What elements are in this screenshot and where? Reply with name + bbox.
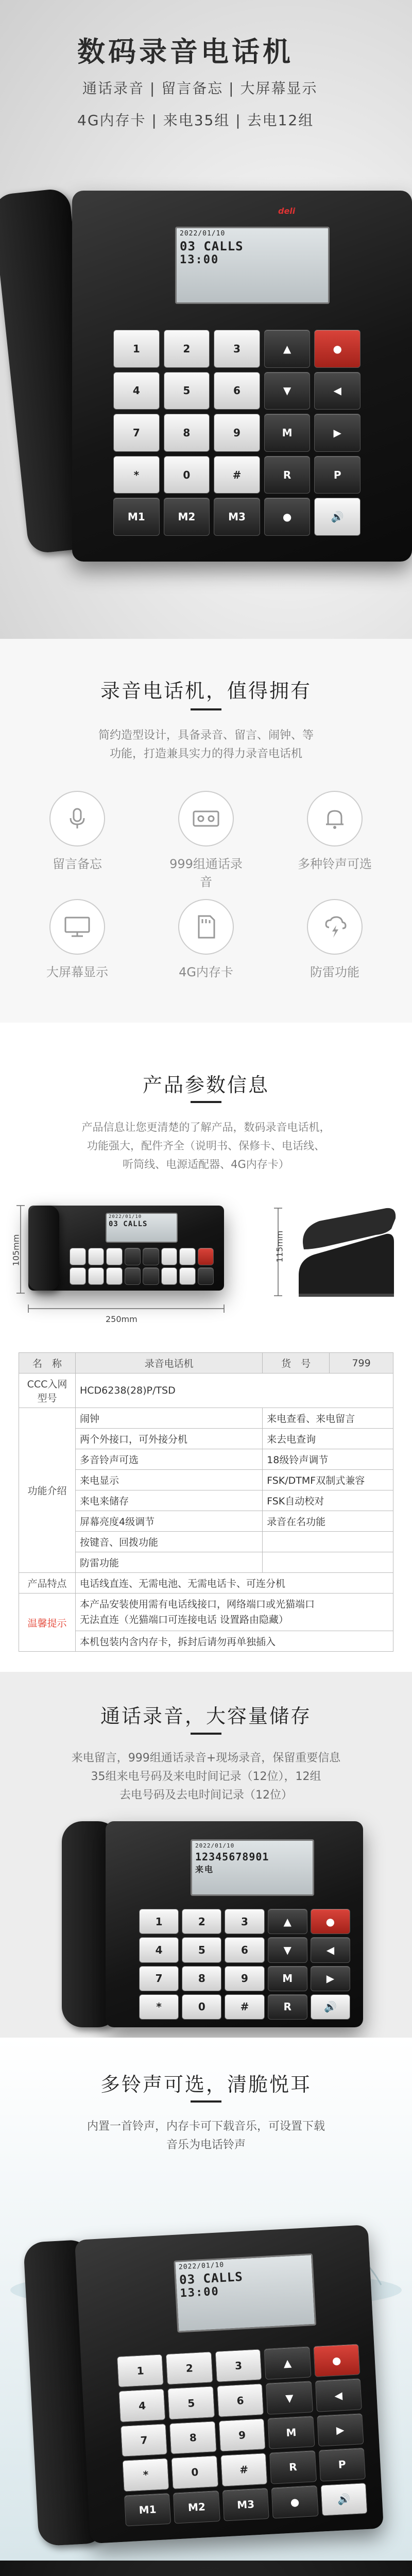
record-desc-line: 来电留言，999组通话录音+现场录音，保留重要信息: [71, 1752, 341, 1765]
table-cell: 防雷功能: [76, 1552, 263, 1573]
key: 9: [218, 2418, 265, 2452]
table-cell: FSK自动校对: [263, 1490, 393, 1511]
ringtone-desc: [0, 2117, 412, 2155]
key: ▼: [266, 2381, 313, 2415]
key: ●: [264, 498, 311, 536]
key: 4: [139, 1937, 179, 1962]
key: ◀: [315, 2379, 362, 2412]
record-desc: [0, 1749, 412, 1805]
lcd-date: 2022/01/10: [178, 2261, 225, 2272]
features-title: 录音电话机，值得拥有: [100, 680, 312, 702]
record-desc-line: 去电号码及去电时间记录（12位）: [119, 1789, 293, 1802]
feature-label: 4G内存卡: [179, 965, 233, 979]
key: R: [269, 2450, 316, 2484]
key: ▼: [264, 372, 311, 410]
record-divider: [191, 1733, 221, 1735]
table-cell: 本机包装内含内存卡，拆封后请勿再单独插入: [76, 1631, 393, 1652]
table-cell: FSK/DTMF双制式兼容: [263, 1470, 393, 1490]
key: 9: [214, 414, 260, 452]
record-section: [0, 1672, 412, 2038]
speaker-key: 🔊: [314, 498, 360, 536]
key: 4: [113, 372, 160, 410]
table-row: [19, 1490, 393, 1511]
hero-features-line2: 4G内存卡 | 来电35组 | 去电12组: [77, 112, 314, 129]
key: P: [318, 2448, 365, 2481]
phone-keypad: [117, 2344, 368, 2526]
table-cell: [76, 1594, 393, 1631]
table-cell: HCD6238(28)P/TSD: [76, 1374, 393, 1408]
key: 7: [121, 2424, 167, 2457]
table-row: [19, 1353, 393, 1374]
key: 6: [214, 372, 260, 410]
table-cell: 按键音、回拨功能: [76, 1532, 263, 1552]
table-row: [19, 1470, 393, 1490]
table-row: [19, 1594, 393, 1631]
table-cell: CCC入网型号: [19, 1374, 76, 1408]
ringtone-desc-line: 音乐为电话铃声: [166, 2139, 246, 2151]
key: #: [225, 1994, 264, 2020]
features-desc-line: 功能，打造兼具实力的得力录音电话机: [109, 748, 302, 760]
key: R: [264, 456, 311, 494]
params-desc-line: 功能强大，配件齐全（说明书、保修卡、电话线、: [87, 1140, 325, 1152]
table-cell: 来电查看、来电留言: [263, 1408, 393, 1429]
ringtone-desc-line: 内置一首铃声，内存卡可下载音乐，可设置下载: [87, 2120, 325, 2133]
key: 7: [139, 1966, 179, 1991]
key: M3: [214, 498, 260, 536]
speaker-key: 🔊: [320, 2483, 367, 2516]
key: ▲: [264, 330, 311, 368]
lcd-status: 来电: [195, 1865, 214, 1874]
feature-label: 防雷功能: [310, 965, 359, 979]
lcd-calls: 03 CALLS: [180, 239, 244, 253]
lcd-number: 12345678901: [195, 1851, 269, 1863]
key: 9: [225, 1966, 264, 1991]
table-cell: 产品特点: [19, 1573, 76, 1594]
key: M2: [173, 2490, 220, 2524]
feature-item: [294, 899, 376, 980]
lcd-date: 2022/01/10: [195, 1842, 235, 1849]
speaker-key: 🔊: [311, 1994, 350, 2020]
record-title: 通话录音，大容量储存: [100, 1705, 312, 1727]
params-desc-line: 产品信息让您更清楚的了解产品，数码录音电话机，: [81, 1121, 331, 1133]
key: ●: [313, 2344, 360, 2377]
key: M: [264, 414, 311, 452]
phone-keypad: [139, 1909, 350, 2020]
feature-label: 大屏幕显示: [46, 965, 108, 979]
ringtone-phone-image: [23, 2214, 389, 2557]
table-cell: 来电显示: [76, 1470, 263, 1490]
key: 1: [117, 2354, 164, 2387]
key: M3: [222, 2488, 269, 2521]
key: M: [268, 1966, 307, 1991]
key: 3: [225, 1909, 264, 1934]
table-cell: [263, 1552, 393, 1573]
hero-features-line1: 通话录音 | 留言备忘 | 大屏幕显示: [82, 80, 318, 97]
key: M: [268, 2416, 315, 2449]
key: 2: [166, 2351, 213, 2385]
table-row: [19, 1631, 393, 1652]
key: ▶: [317, 2413, 364, 2447]
bell-icon: [307, 791, 363, 846]
hero-section: [0, 0, 412, 639]
lcd-calls: 03 CALLS: [179, 2269, 244, 2287]
key: 8: [182, 1966, 221, 1991]
table-cell: 来去电查询: [263, 1429, 393, 1449]
dimension-height: 105mm: [11, 1234, 21, 1266]
side-view-phone: [268, 1198, 402, 1311]
key: ▼: [268, 1937, 307, 1962]
key: #: [214, 456, 260, 494]
key: *: [122, 2458, 169, 2492]
params-section: [0, 1023, 412, 1672]
phone-brand-logo: deli: [278, 206, 296, 216]
warning-line: 本产品安装使用需有电话线接口，网络端口或光猫端口: [80, 1599, 315, 1610]
table-cell: 闹钟: [76, 1408, 263, 1429]
table-cell: 799: [330, 1353, 393, 1374]
table-cell: 屏幕亮度4级调节: [76, 1511, 263, 1532]
table-row: [19, 1532, 393, 1552]
key: 6: [225, 1937, 264, 1962]
key: 5: [182, 1937, 221, 1962]
key: ●: [311, 1909, 350, 1934]
key: 0: [171, 2455, 218, 2489]
hero-phone-image: [10, 170, 412, 592]
key: 8: [164, 414, 210, 452]
key: 5: [164, 372, 210, 410]
params-desc: [0, 1118, 412, 1174]
table-row: [19, 1511, 393, 1532]
key: ▶: [311, 1966, 350, 1991]
table-row: [19, 1552, 393, 1573]
hero-title: 数码录音电话机: [77, 36, 294, 68]
key: P: [314, 456, 360, 494]
lcd-date: 2022/01/10: [109, 1214, 142, 1219]
table-row: [19, 1429, 393, 1449]
features-section: [0, 639, 412, 1023]
features-desc-line: 简约造型设计，具备录音、留言、闹钟、等: [98, 729, 314, 742]
table-cell: 功能介绍: [19, 1408, 76, 1573]
lightning-shield-icon: [307, 899, 363, 955]
table-cell: 18级铃声调节: [263, 1449, 393, 1470]
key: M1: [124, 2493, 171, 2527]
table-row: [19, 1408, 393, 1429]
lcd-calls: 03 CALLS: [109, 1220, 148, 1228]
table-cell: 来电来储存: [76, 1490, 263, 1511]
table-cell: 录音在名功能: [263, 1511, 393, 1532]
params-divider: [191, 1101, 221, 1103]
key: 6: [217, 2384, 264, 2417]
display-section: [0, 2561, 412, 2576]
features-desc: [0, 726, 412, 764]
phone-lcd: [191, 1839, 314, 1896]
key: ●: [271, 2485, 318, 2519]
key: M1: [113, 498, 160, 536]
feature-item: [36, 899, 118, 980]
dimension-side-height: 115mm: [274, 1230, 285, 1263]
key: 1: [113, 330, 160, 368]
warning-line: 无法直连（光猫端口可连接电话 设置路由隐藏）: [80, 1614, 289, 1625]
key: 3: [214, 330, 260, 368]
phone-keypad: [113, 330, 360, 536]
feature-item: [165, 791, 247, 890]
record-phone-image: [62, 1821, 371, 2032]
monitor-icon: [49, 899, 105, 955]
table-cell: 电话线直连、无需电池、无需电话卡、可连分机: [76, 1573, 393, 1594]
key: *: [113, 456, 160, 494]
key: 8: [169, 2421, 216, 2454]
key: 3: [215, 2349, 262, 2382]
table-row: [19, 1374, 393, 1408]
table-cell: 录音电话机: [76, 1353, 263, 1374]
lcd-time: 13:00: [180, 253, 219, 266]
key: 0: [164, 456, 210, 494]
dimension-width: 250mm: [106, 1314, 138, 1324]
feature-item: [165, 899, 247, 980]
memory-card-icon: [178, 899, 234, 955]
tape-icon: [178, 791, 234, 846]
key: ▶: [314, 414, 360, 452]
feature-label: 999组通话录音: [169, 857, 243, 889]
table-cell: [263, 1532, 393, 1552]
table-cell: 两个外接口，可外接分机: [76, 1429, 263, 1449]
record-desc-line: 35组来电号码及来电时间记录（12位），12组: [91, 1770, 321, 1783]
feature-label: 多种铃声可选: [298, 857, 372, 871]
features-divider: [191, 708, 221, 710]
key: ●: [314, 330, 360, 368]
table-cell: 名 称: [19, 1353, 76, 1374]
spec-table: [19, 1352, 393, 1652]
key: #: [220, 2453, 267, 2486]
key: 2: [182, 1909, 221, 1934]
key: 4: [118, 2389, 165, 2422]
table-cell: 温馨提示: [19, 1594, 76, 1652]
key: 5: [168, 2386, 215, 2420]
phone-lcd: [174, 2253, 316, 2333]
key: ▲: [264, 2346, 311, 2380]
ringtone-divider: [191, 2100, 221, 2103]
microphone-icon: [49, 791, 105, 846]
feature-item: [36, 791, 118, 872]
feature-label: 留言备忘: [53, 857, 102, 871]
table-row: [19, 1573, 393, 1594]
key: 2: [164, 330, 210, 368]
key: ◀: [311, 1937, 350, 1962]
params-title: 产品参数信息: [142, 1074, 269, 1096]
key: M2: [164, 498, 210, 536]
lcd-date: 2022/01/10: [180, 230, 226, 238]
key: 1: [139, 1909, 179, 1934]
key: ◀: [314, 372, 360, 410]
key: 0: [182, 1994, 221, 2020]
feature-item: [294, 791, 376, 872]
key: ▲: [268, 1909, 307, 1934]
key: 7: [113, 414, 160, 452]
ringtone-title: 多铃声可选，清脆悦耳: [100, 2073, 312, 2096]
table-cell: 多音铃声可选: [76, 1449, 263, 1470]
key: R: [268, 1994, 307, 2020]
dimension-lines: [10, 1203, 242, 1321]
phone-lcd: [175, 227, 330, 304]
key: *: [139, 1994, 179, 2020]
lcd-time: 13:00: [179, 2285, 220, 2300]
table-row: [19, 1449, 393, 1470]
ringtone-section: [0, 2038, 412, 2561]
params-desc-line: 听筒线、电源适配器、4G内存卡）: [123, 1158, 289, 1171]
table-cell: 货 号: [263, 1353, 330, 1374]
